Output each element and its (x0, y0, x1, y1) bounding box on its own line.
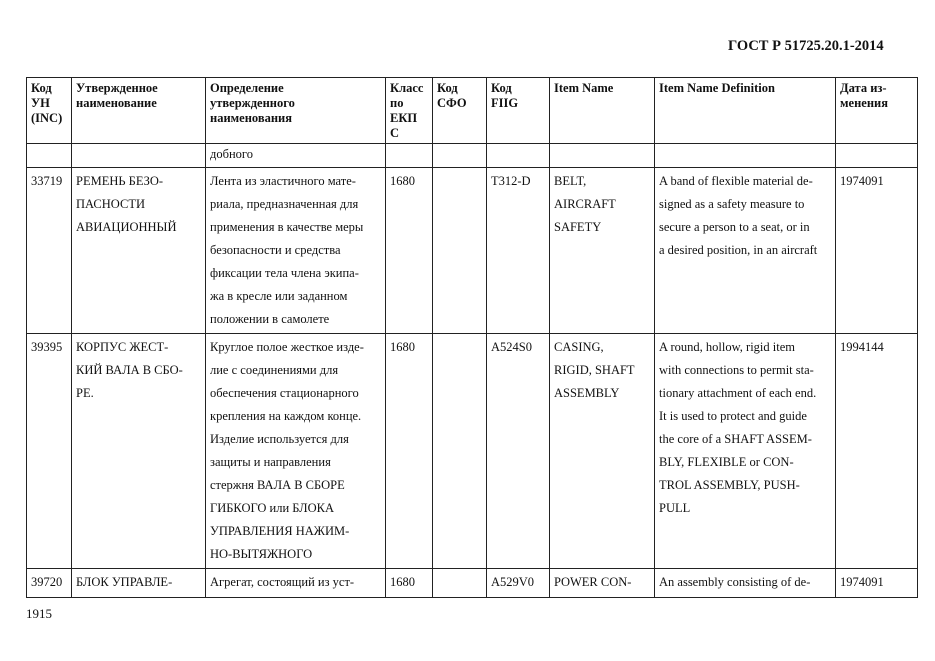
header-line: наименования (210, 111, 293, 125)
cell-item-definition (655, 334, 836, 569)
cell-class (386, 569, 433, 598)
cell-text-line: ГИБКОГО или БЛОКА (210, 501, 335, 515)
cell-fiig (487, 168, 550, 334)
cell-text-line: BLY, FLEXIBLE or CON- (659, 455, 794, 469)
cell-code (27, 168, 72, 334)
table-header-row (27, 78, 918, 144)
cell-code (27, 334, 72, 569)
cell-text-line: стержня ВАЛА В СБОРЕ (210, 478, 345, 492)
cell-text-line: Круглое полое жесткое изде- (210, 340, 364, 354)
cell-class (386, 168, 433, 334)
cell-text-line: A band of flexible material de- (659, 174, 813, 188)
cell-text-line: BELT, (554, 174, 587, 188)
header-line: СФО (437, 96, 467, 110)
cell-text-line: лие с соединениями для (210, 363, 339, 377)
cell-item-name (550, 144, 655, 168)
cell-text-line: Агрегат, состоящий из уст- (210, 575, 355, 589)
cell-text-line: A529V0 (491, 575, 535, 589)
cell-text-line: A524S0 (491, 340, 532, 354)
cell-text-line: добного (210, 147, 253, 161)
cell-text-line: КОРПУС ЖЕСТ- (76, 340, 169, 354)
cell-text-line: It is used to protect and guide (659, 409, 807, 423)
cell-text-line: with connections to permit sta- (659, 363, 814, 377)
col-header-code-sfo (433, 78, 487, 144)
cell-date (836, 168, 918, 334)
header-line: Определение (210, 81, 284, 95)
cell-text-line: КИЙ ВАЛА В СБО- (76, 363, 183, 377)
document-standard-number: ГОСТ Р 51725.20.1-2014 (728, 38, 884, 54)
cell-definition (206, 144, 386, 168)
cell-text-line: УПРАВЛЕНИЯ НАЖИМ- (210, 524, 350, 538)
cell-fiig (487, 334, 550, 569)
cell-code (27, 569, 72, 598)
cell-class (386, 334, 433, 569)
header-line: менения (840, 96, 888, 110)
cell-text-line: жа в кресле или заданном (210, 289, 348, 303)
cell-text-line: 1680 (390, 174, 415, 188)
table-row (27, 569, 918, 598)
cell-sfo (433, 569, 487, 598)
table-row (27, 334, 918, 569)
cell-text-line: TROL ASSEMBLY, PUSH- (659, 478, 800, 492)
cell-text-line: 1974091 (840, 575, 884, 589)
col-header-item-name-definition (655, 78, 836, 144)
cell-text-line: обеспечения стационарного (210, 386, 359, 400)
cell-text-line: 33719 (31, 174, 63, 188)
cell-item-name (550, 569, 655, 598)
header-line: наименование (76, 96, 157, 110)
cell-text-line: An assembly consisting of de- (659, 575, 811, 589)
cell-text-line: риала, предназначенная для (210, 197, 359, 211)
table-row (27, 144, 918, 168)
cell-text-line: tionary attachment of each end. (659, 386, 817, 400)
cell-item-definition (655, 168, 836, 334)
table-row (27, 168, 918, 334)
cell-text-line: RIGID, SHAFT (554, 363, 635, 377)
cell-sfo (433, 144, 487, 168)
cell-date (836, 334, 918, 569)
cell-text-line: 39720 (31, 575, 63, 589)
cell-text-line: secure a person to a seat, or in (659, 220, 810, 234)
cell-sfo (433, 168, 487, 334)
header-line: Код (491, 81, 512, 95)
cell-text-line: 39395 (31, 340, 63, 354)
header-line: (INC) (31, 111, 63, 125)
col-header-change-date (836, 78, 918, 144)
col-header-class-ekps (386, 78, 433, 144)
header-line: Дата из- (840, 81, 887, 95)
cell-sfo (433, 334, 487, 569)
cell-text-line: АВИАЦИОННЫЙ (76, 220, 177, 234)
cell-text-line: БЛОК УПРАВЛЕ- (76, 575, 173, 589)
header-line: УН (31, 96, 50, 110)
header-line: ЕКП (390, 111, 418, 125)
cell-text-line: SAFETY (554, 220, 602, 234)
cell-text-line: signed as a safety measure to (659, 197, 805, 211)
cell-text-line: положении в самолете (210, 312, 330, 326)
cell-code (27, 144, 72, 168)
header-line: Утвержденное (76, 81, 158, 95)
cell-text-line: 1974091 (840, 174, 884, 188)
page-number: 1915 (26, 606, 52, 621)
cell-fiig (487, 569, 550, 598)
header-line: Item Name Definition (659, 81, 775, 95)
cell-text-line: T312-D (491, 174, 531, 188)
header-line: Класс (390, 81, 424, 95)
cell-text-line: A round, hollow, rigid item (659, 340, 795, 354)
header-line: утвержденного (210, 96, 295, 110)
cell-text-line: a desired position, in an aircraft (659, 243, 818, 257)
cell-text-line: ASSEMBLY (554, 386, 620, 400)
cell-definition (206, 569, 386, 598)
cell-text-line: фиксации тела члена экипа- (210, 266, 359, 280)
col-header-code-inc (27, 78, 72, 144)
cell-text-line: 1994144 (840, 340, 884, 354)
cell-item-definition (655, 144, 836, 168)
header-line: FIIG (491, 96, 519, 110)
col-header-item-name (550, 78, 655, 144)
cell-text-line: крепления на каждом конце. (210, 409, 362, 423)
cell-text-line: POWER CON- (554, 575, 632, 589)
cell-text-line: защиты и направления (210, 455, 331, 469)
items-table (26, 77, 918, 598)
cell-fiig (487, 144, 550, 168)
header-line: по (390, 96, 404, 110)
header-line: Код (437, 81, 458, 95)
cell-text-line: безопасности и средства (210, 243, 341, 257)
col-header-code-fiig (487, 78, 550, 144)
header-line: Item Name (554, 81, 614, 95)
cell-text-line: CASING, (554, 340, 604, 354)
cell-item-definition (655, 569, 836, 598)
cell-definition (206, 168, 386, 334)
col-header-definition (206, 78, 386, 144)
cell-item-name (550, 334, 655, 569)
cell-text-line: Лента из эластичного мате- (210, 174, 356, 188)
cell-text-line: Изделие используется для (210, 432, 349, 446)
cell-text-line: AIRCRAFT (554, 197, 616, 211)
cell-text-line: PULL (659, 501, 691, 515)
cell-class (386, 144, 433, 168)
cell-date (836, 144, 918, 168)
cell-text-line: 1680 (390, 575, 415, 589)
header-line: С (390, 126, 400, 140)
cell-text-line: применения в качестве меры (210, 220, 364, 234)
cell-definition (206, 334, 386, 569)
cell-approved-name (72, 334, 206, 569)
cell-text-line: ПАСНОСТИ (76, 197, 145, 211)
cell-approved-name (72, 144, 206, 168)
cell-text-line: РЕМЕНЬ БЕЗО- (76, 174, 164, 188)
cell-text-line: 1680 (390, 340, 415, 354)
cell-text-line: НО-ВЫТЯЖНОГО (210, 547, 313, 561)
col-header-approved-name (72, 78, 206, 144)
cell-approved-name (72, 168, 206, 334)
cell-item-name (550, 168, 655, 334)
header-line: Код (31, 81, 52, 95)
cell-approved-name (72, 569, 206, 598)
cell-date (836, 569, 918, 598)
cell-text-line: the core of a SHAFT ASSEM- (659, 432, 812, 446)
cell-text-line: РЕ. (76, 386, 94, 400)
